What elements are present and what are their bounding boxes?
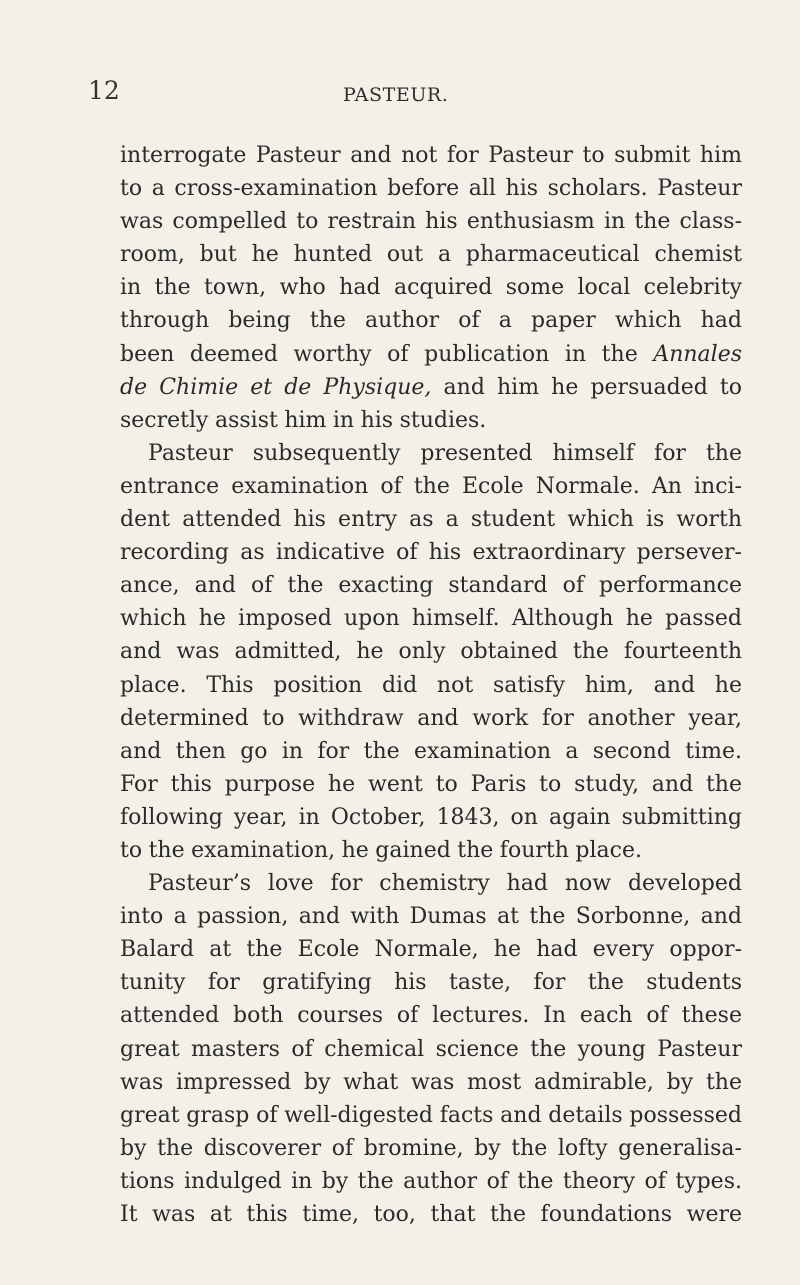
text-line: determined to withdraw and work for another year,: [120, 705, 742, 731]
text-line: great grasp of well-digested facts and details possessed: [120, 1102, 742, 1128]
journal-title-part-2: de Chimie et de Physique,: [120, 374, 432, 400]
text-line: tunity for gratifying his taste, for the students: [120, 970, 742, 996]
page-number: 12: [88, 76, 120, 105]
text-line: dent attended his entry as a student which is worth: [120, 507, 742, 533]
text-line: ance, and of the exacting standard of performance: [120, 573, 742, 599]
text-line: Balard at the Ecole Normale, he had every oppor-: [120, 937, 742, 963]
text-line: [120, 338, 742, 371]
text-segment: been deemed worthy of publication in the: [120, 341, 638, 367]
paragraph-start-line: Pasteur subsequently presented himself for the: [148, 440, 742, 466]
text-line: interrogate Pasteur and not for Pasteur to submit him: [120, 143, 742, 168]
text-line: by the discoverer of bromine, by the lofty generalisa-: [120, 1135, 742, 1161]
text-line: and was admitted, he only obtained the fourteenth: [120, 639, 742, 665]
paragraph-start-line: Pasteur’s love for chemistry had now developed: [148, 871, 742, 897]
text-line: attended both courses of lectures. In each of these: [120, 1003, 742, 1029]
text-line: It was at this time, too, that the foundations were: [120, 1202, 742, 1227]
text-segment: and him he persuaded to: [443, 374, 743, 400]
text-line: through being the author of a paper which had: [120, 308, 742, 334]
text-line: in the town, who had acquired some local celebrity: [120, 275, 742, 301]
text-line: great masters of chemical science the young Pasteur: [120, 1036, 742, 1062]
text-line: was compelled to restrain his enthusiasm in the class-: [120, 209, 742, 235]
text-line: secretly assist him in his studies.: [120, 407, 487, 433]
text-line: recording as indicative of his extraordinary persever-: [120, 540, 742, 566]
text-line: tions indulged in by the author of the theory of types.: [120, 1168, 742, 1194]
text-line: into a passion, and with Dumas at the Sorbonne, and: [120, 904, 742, 930]
running-head: PASTEUR.: [343, 84, 449, 106]
text-line: entrance examination of the Ecole Normale. An inci-: [120, 473, 742, 499]
journal-title-part-1: Annales: [653, 341, 742, 367]
text-line: place. This position did not satisfy him, and he: [120, 672, 742, 698]
text-line: following year, in October, 1843, on again submitting: [120, 804, 742, 830]
text-line: room, but he hunted out a pharmaceutical chemist: [120, 242, 742, 268]
text-line: and then go in for the examination a second time.: [120, 738, 742, 764]
text-line: For this purpose he went to Paris to study, and the: [120, 771, 742, 797]
text-line: was impressed by what was most admirable, by the: [120, 1069, 742, 1095]
text-line: which he imposed upon himself. Although he passed: [120, 606, 742, 632]
text-line: [120, 371, 742, 404]
text-line: to the examination, he gained the fourth place.: [120, 837, 642, 863]
text-line: to a cross-examination before all his scholars. Pasteur: [120, 176, 742, 202]
body-text: [120, 139, 742, 1231]
